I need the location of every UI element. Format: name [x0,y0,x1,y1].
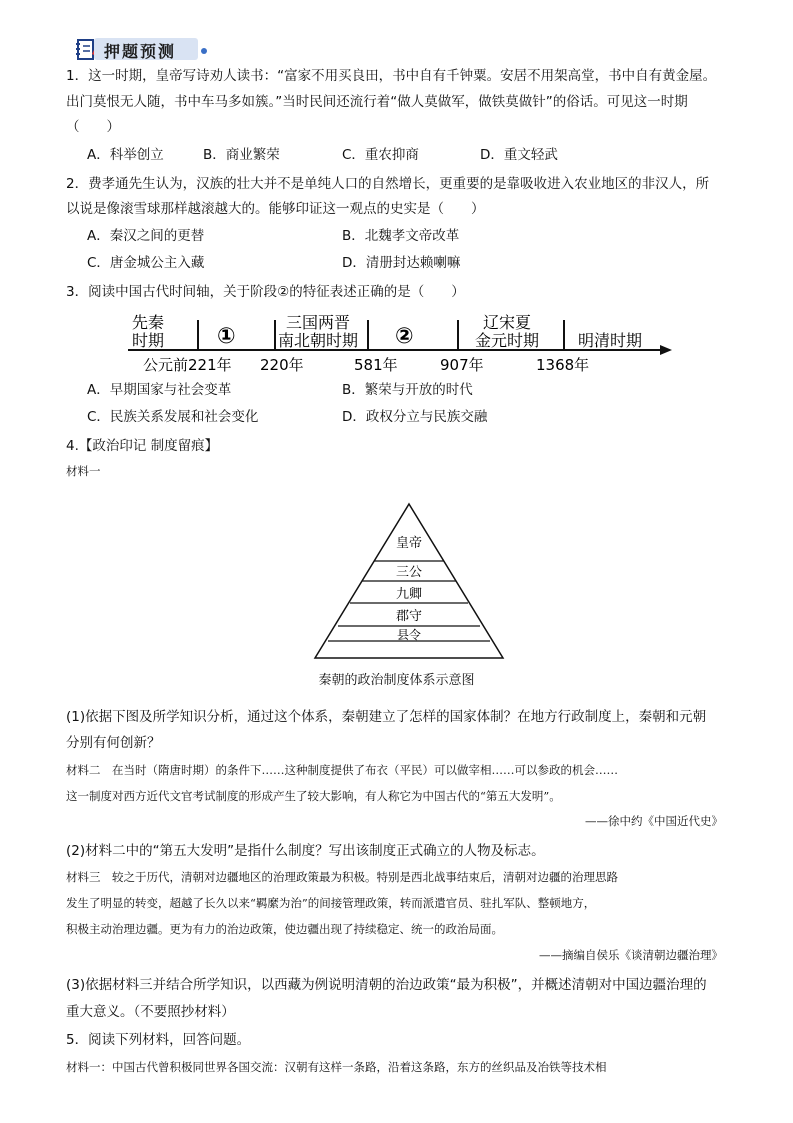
q3-stem: 3．阅读中国古代时间轴，关于阶段②的特征表述正确的是（ ） [66,284,465,300]
q2-option-a[interactable]: A．秦汉之间的更替 [87,228,205,244]
q1-option-c[interactable]: C．重农抑商 [342,147,419,163]
q5-material1-line1: 材料一：中国古代曾积极同世界各国交流：汉朝有这样一条路，沿着这条路，东方的丝织品及冶铁等技术相 [66,1060,607,1074]
header-title: 押题预测 [104,42,177,61]
q3-option-b[interactable]: B．繁荣与开放的时代 [342,382,473,398]
timeline-date: 581年 [354,356,398,374]
q4-sub2: (2)材料二中的“第五大发明”是指什么制度？写出该制度正式确立的人物及标志。 [66,843,545,859]
timeline-date: 1368年 [536,356,590,374]
pyramid-level: 县令 [396,628,422,642]
header-dot-icon [201,48,207,54]
q1-option-a[interactable]: A．科举创立 [87,147,164,163]
q4-material3-line1: 材料三 较之于历代，清朝对边疆地区的治理政策最为积极。特别是西北战事结束后，清朝对边疆的治理思路 [66,870,618,884]
q4-material1-label: 材料一 [66,464,101,478]
timeline-date: 公元前221年 [143,356,232,374]
q4-sub1-line2: 分别有何创新？ [66,735,161,751]
timeline-stage-2: ② [395,324,414,349]
timeline-period-label: 南北朝时期 [278,331,359,350]
q3-option-c[interactable]: C．民族关系发展和社会变化 [87,409,259,425]
timeline-period-label: 时期 [132,331,165,350]
q2-option-b[interactable]: B．北魏孝文帝改革 [342,228,460,244]
q3-option-a[interactable]: A．早期国家与社会变革 [87,382,232,398]
timeline-stage-1: ① [217,324,236,349]
q4-material2-line1: 材料二 在当时（隋唐时期）的条件下……这种制度提供了布衣（平民）可以做宰相……可以参政的机会…… [66,763,618,777]
q4-sub3-line2: 重大意义。（不要照抄材料） [66,1004,235,1020]
pyramid-diagram [310,500,510,662]
q2-stem-line1: 2．费孝通先生认为，汉族的壮大并不是单纯人口的自然增长，更重要的是靠吸收进入农业地区的非汉人，所 [66,176,710,192]
q1-stem-line1: 1．这一时期，皇帝写诗劝人读书：“富家不用买良田，书中自有千钟粟。安居不用架高堂，书中自有黄金屋。 [66,68,717,84]
pyramid-level: 三公 [395,565,423,580]
q2-stem-line2: 以说是像滚雪球那样越滚越大的。能够印证这一观点的史实是（ ） [66,201,485,217]
q1-stem-line2: 出门莫恨无人随，书中车马多如簇。”当时民间还流行着“做人莫做军，做铁莫做针”的俗话。可见这一时期 [66,94,688,110]
q4-material3-source: ——摘编自侯乐《谈清朝边疆治理》 [539,948,723,962]
timeline-period-label: 金元时期 [475,331,540,350]
q3-option-d[interactable]: D．政权分立与民族交融 [342,409,488,425]
q4-material3-line3: 积极主动治理边疆。更为有力的治边政策，使边疆出现了持续稳定、统一的政治局面。 [66,922,503,936]
timeline-period-label: 先秦 [132,313,165,332]
timeline-period-label: 辽宋夏 [483,313,532,332]
q4-material2-source: ——徐中约《中国近代史》 [585,814,723,828]
timeline-period-label: 明清时期 [578,331,643,350]
pyramid-level: 九卿 [395,587,423,602]
timeline-date: 907年 [440,356,484,374]
q1-stem-line3: （ ） [66,119,120,135]
q4-sub1-line1: (1)依据下图及所学知识分析，通过这个体系，秦朝建立了怎样的国家体制？在地方行政制度上，秦朝和元朝 [66,709,707,725]
q4-sub3-line1: (3)依据材料三并结合所学知识，以西藏为例说明清朝的治边政策“最为积极”，并概述清朝对中国边疆治理的 [66,977,707,993]
q4-material2-line2: 这一制度对西方近代文官考试制度的形成产生了较大影响，有人称它为中国古代的“第五大发明”。 [66,789,561,803]
q1-option-d[interactable]: D．重文轻武 [480,147,558,163]
timeline-figure [120,308,680,376]
q1-option-b[interactable]: B．商业繁荣 [203,147,280,163]
q4-material3-line2: 发生了明显的转变，超越了长久以来“羁縻为治”的间接管理政策，转而派遣官员、驻扎军队、整顿地方， [66,896,596,910]
pyramid-level: 皇帝 [395,536,423,551]
q5-stem: 5．阅读下列材料，回答问题。 [66,1032,251,1048]
timeline-date: 220年 [260,356,304,374]
section-header [74,36,200,62]
q2-option-d[interactable]: D．清册封达赖喇嘛 [342,255,461,271]
timeline-arrow-icon [660,345,672,355]
q4-title: 4.【政治印记 制度留痕】 [66,438,219,454]
pyramid-caption: 秦朝的政治制度体系示意图 [318,673,475,688]
timeline-period-label: 三国两晋 [286,313,351,332]
pyramid-level: 郡守 [395,609,423,624]
q2-option-c[interactable]: C．唐金城公主入藏 [87,255,205,271]
